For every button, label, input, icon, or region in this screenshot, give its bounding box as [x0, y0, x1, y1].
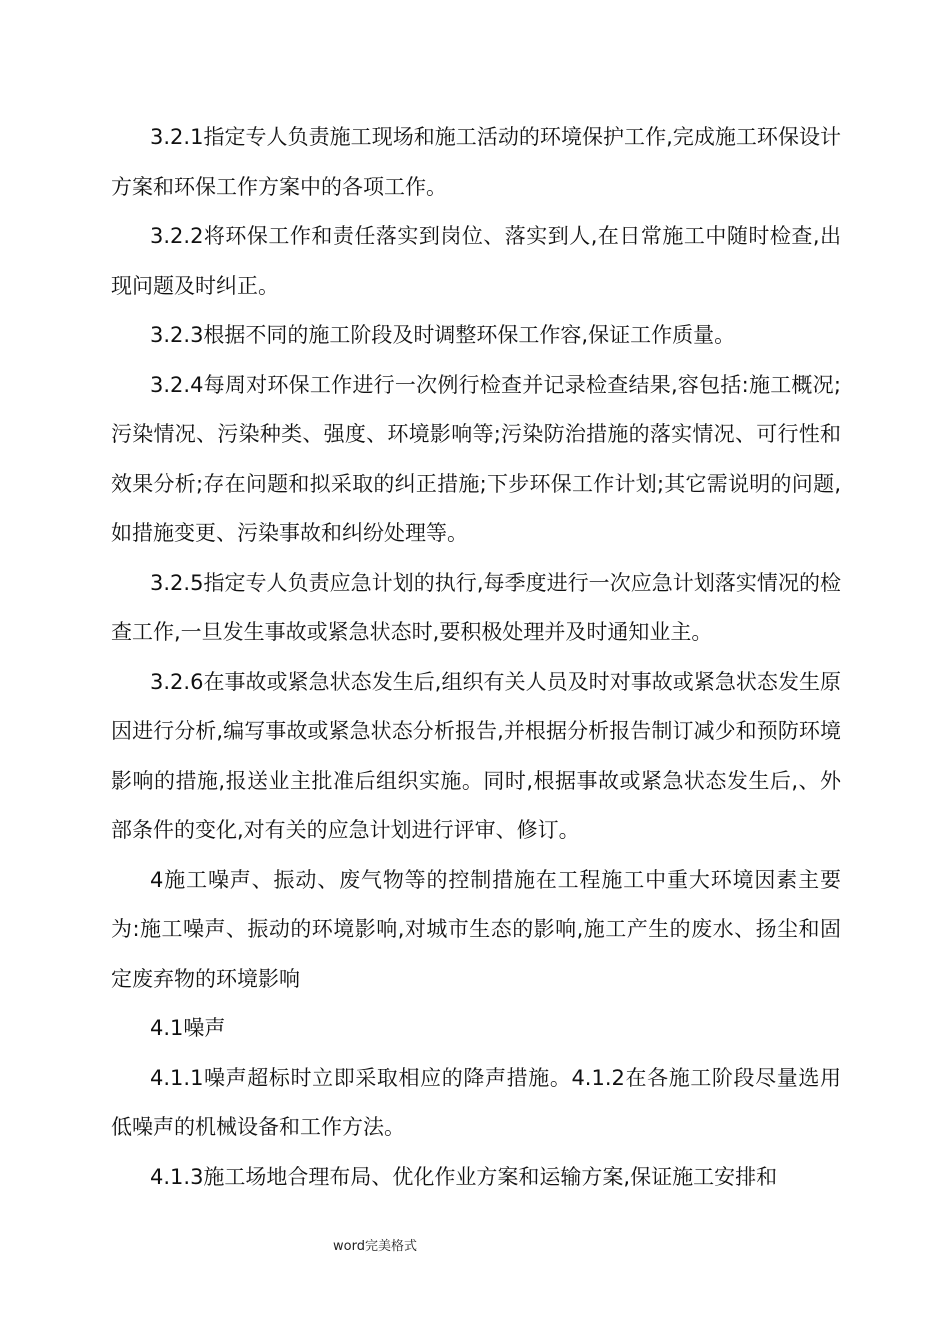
heading-4-1-noise: 4.1噪声: [150, 1016, 226, 1040]
document-body: [111, 113, 841, 1202]
paragraph-3-2-1: 3.2.1指定专人负责施工现场和施工活动的环境保护工作,完成施工环保设计方案和环保工作方案中的各项工作。: [111, 125, 841, 199]
paragraph-3-2-4: 3.2.4每周对环保工作进行一次例行检查并记录检查结果,容包括:施工概况;污染情况、污染种类、强度、环境影响等;污染防治措施的落实情况、可行性和效果分析;存在问题和拟采取的纠正措施;下步环保工作计划;其它需说明的问题,如措施变更、污染事故和纠纷处理等。: [111, 372, 841, 545]
paragraph-4-1-1: 4.1.1噪声超标时立即采取相应的降声措施。4.1.2在各施工阶段尽量选用低噪声的机械设备和工作方法。: [111, 1065, 841, 1139]
page-footer: word完美格式: [333, 1239, 417, 1254]
paragraph-3-2-2: 3.2.2将环保工作和责任落实到岗位、落实到人,在日常施工中随时检查,出现问题及时纠正。: [111, 224, 841, 298]
paragraph-3-2-6: 3.2.6在事故或紧急状态发生后,组织有关人员及时对事故或紧急状态发生原因进行分析,编写事故或紧急状态分析报告,并根据分析报告制订减少和预防环境影响的措施,报送业主批准后组织实施。同时,根据事故或紧急状态发生后,、外部条件的变化,对有关的应急计划进行评审、修订。: [111, 669, 841, 842]
paragraph-3-2-3: 3.2.3根据不同的施工阶段及时调整环保工作容,保证工作质量。: [150, 323, 736, 347]
paragraph-4-1-3: 4.1.3施工场地合理布局、优化作业方案和运输方案,保证施工安排和: [150, 1164, 778, 1189]
paragraph-3-2-5: 3.2.5指定专人负责应急计划的执行,每季度进行一次应急计划落实情况的检查工作,一旦发生事故或紧急状态时,要积极处理并及时通知业主。: [111, 570, 841, 644]
paragraph-section-4: 4施工噪声、振动、废气物等的控制措施在工程施工中重大环境因素主要为:施工噪声、振动的环境影响,对城市生态的影响,施工产生的废水、扬尘和固定废弃物的环境影响: [111, 867, 841, 991]
